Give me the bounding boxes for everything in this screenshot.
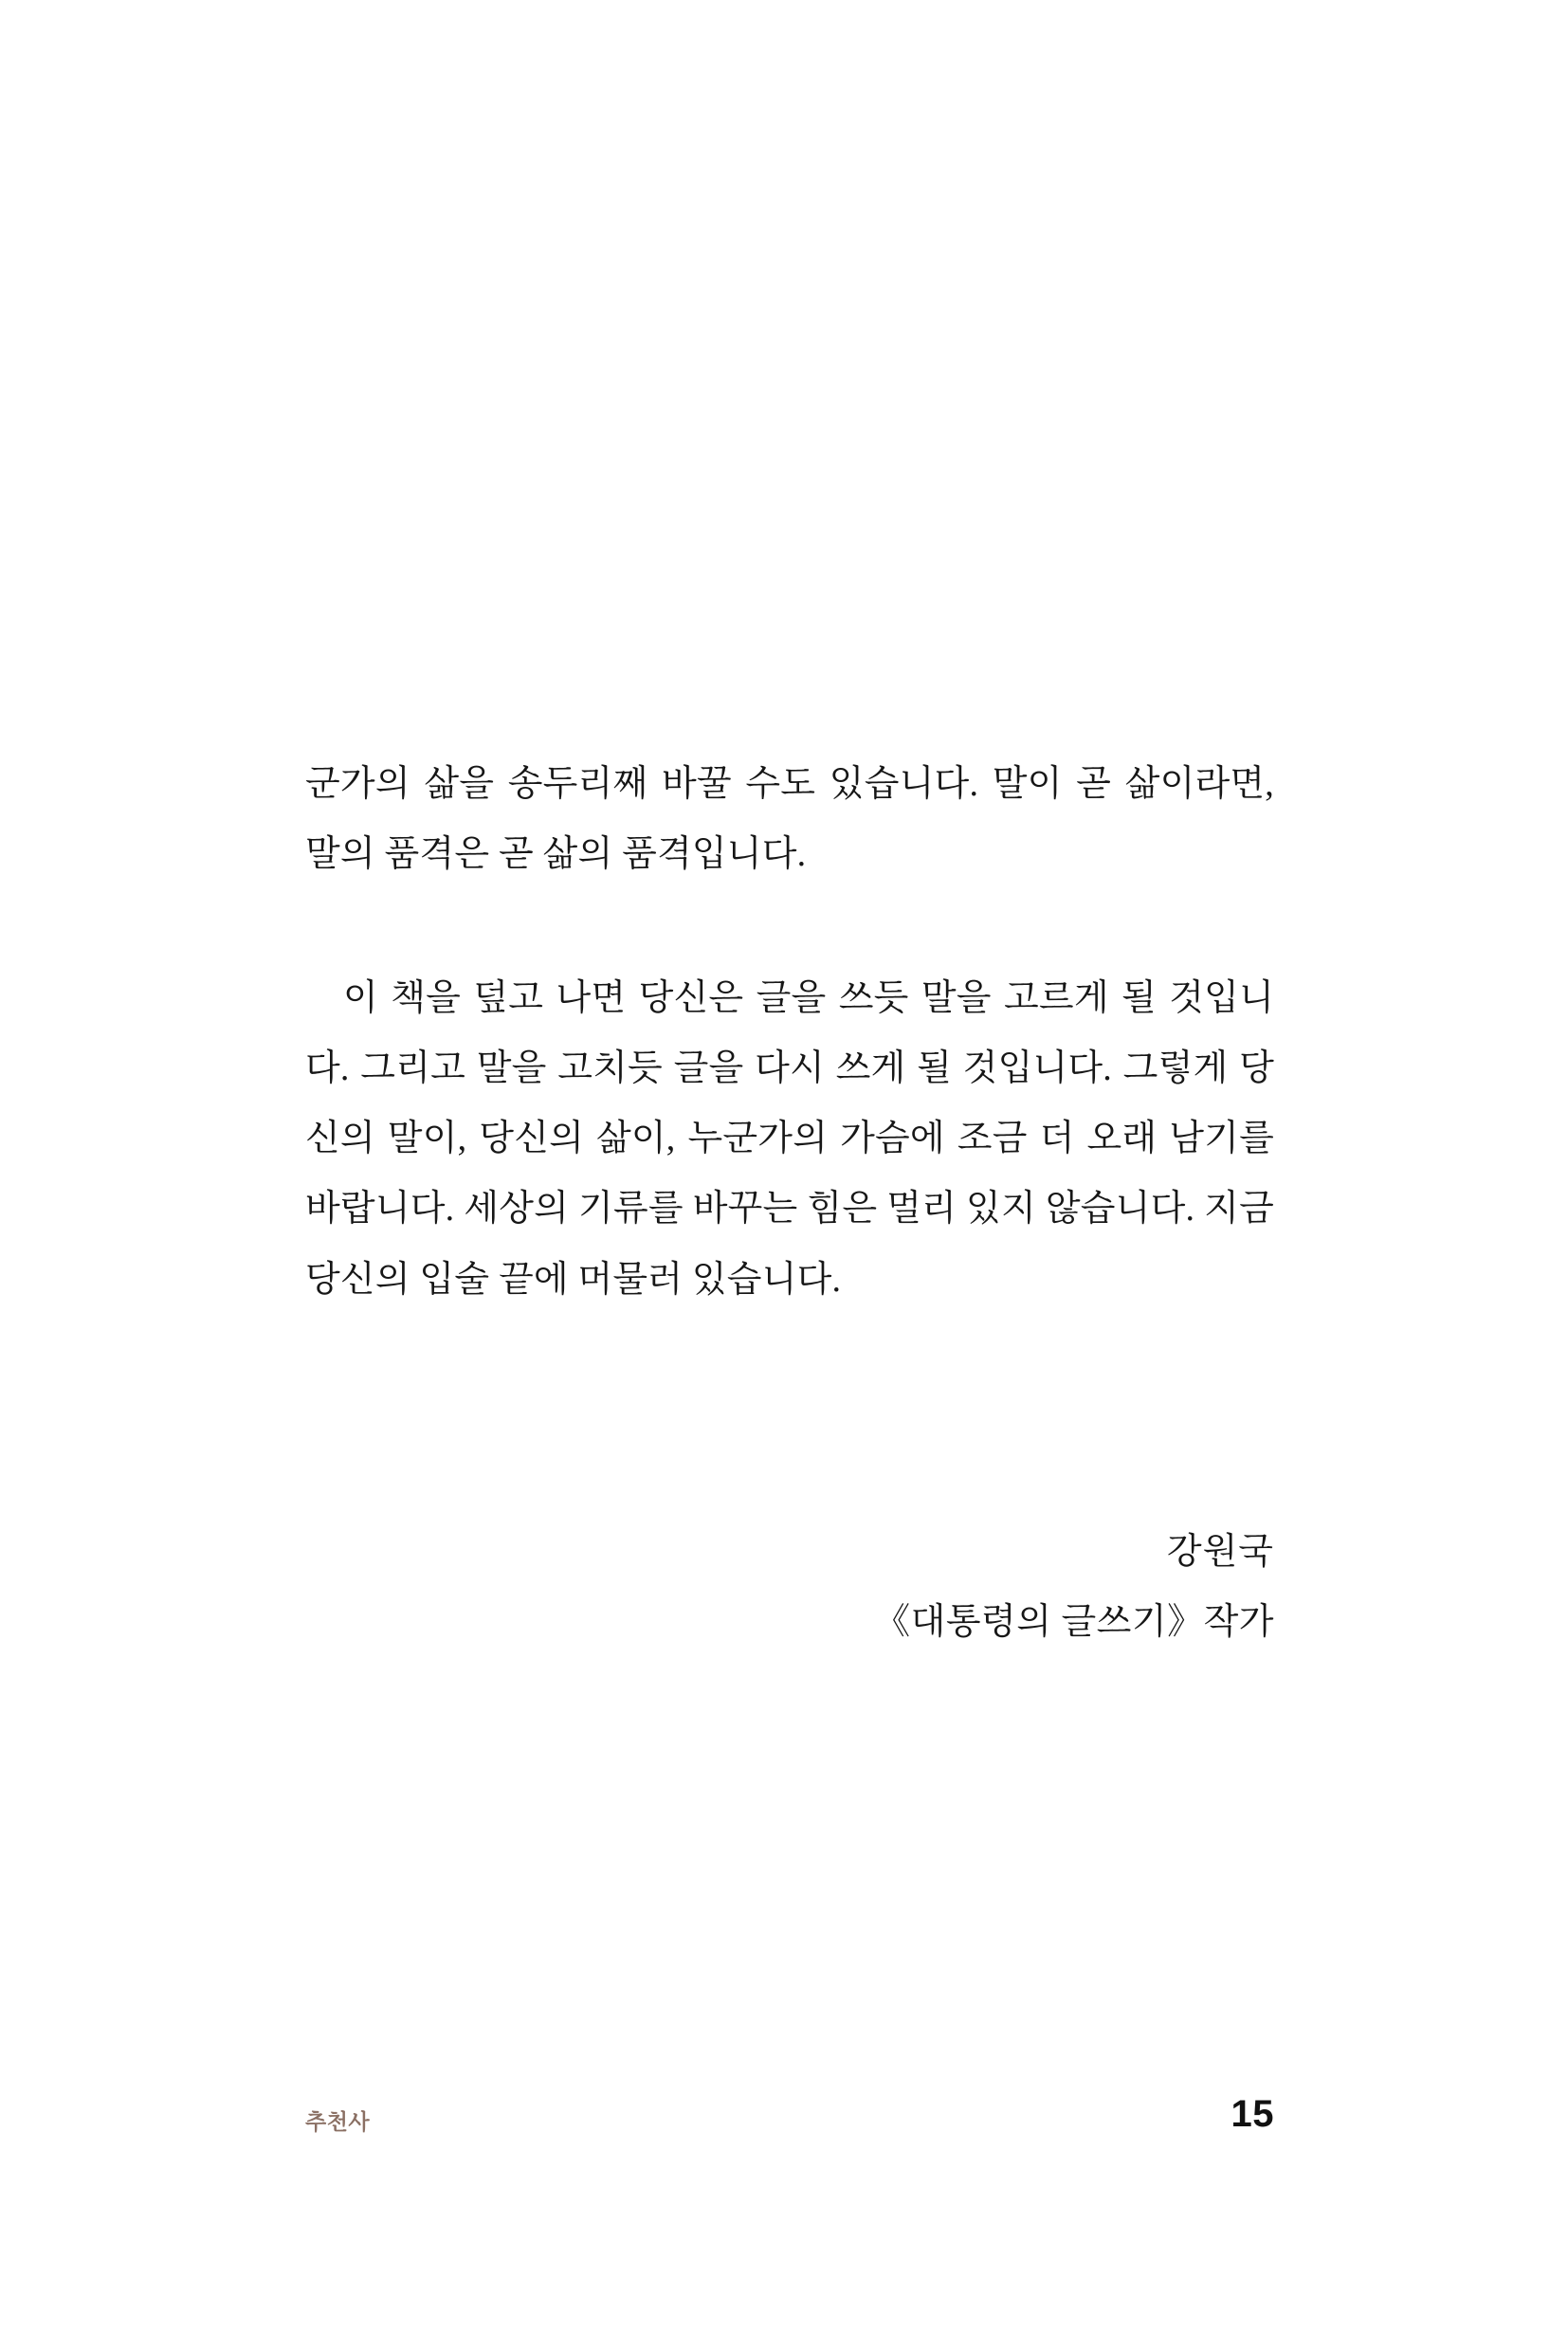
- signature-block: [305, 1517, 1274, 1657]
- paragraph-closing: 이 책을 덮고 나면 당신은 글을 쓰듯 말을 고르게 될 것입니다. 그리고 말을 고치듯 글을 다시 쓰게 될 것입니다. 그렇게 당신의 말이, 당신의 삶이, 누군가의 가슴에 조금 더 오래 남기를 바랍니다. 세상의 기류를 바꾸는 힘은 멀리 있지 않습니다. 지금 당신의 입술 끝에 머물러 있습니다.: [305, 978, 1274, 1300]
- footer-page-number: 15: [1231, 2093, 1274, 2135]
- footer-section-label: 추천사: [305, 2109, 371, 2134]
- page-body: [305, 749, 1274, 1315]
- signature-author-name: 강원국: [1166, 1532, 1274, 1572]
- signature-author-work: 《대통령의 글쓰기》작가: [874, 1602, 1274, 1643]
- paragraph-spacer: [305, 889, 1274, 963]
- page-footer: [0, 2093, 1568, 2158]
- paragraph-continued: 군가의 삶을 송두리째 바꿀 수도 있습니다. 말이 곧 삶이라면, 말의 품격은 곧 삶의 품격입니다.: [305, 764, 1274, 875]
